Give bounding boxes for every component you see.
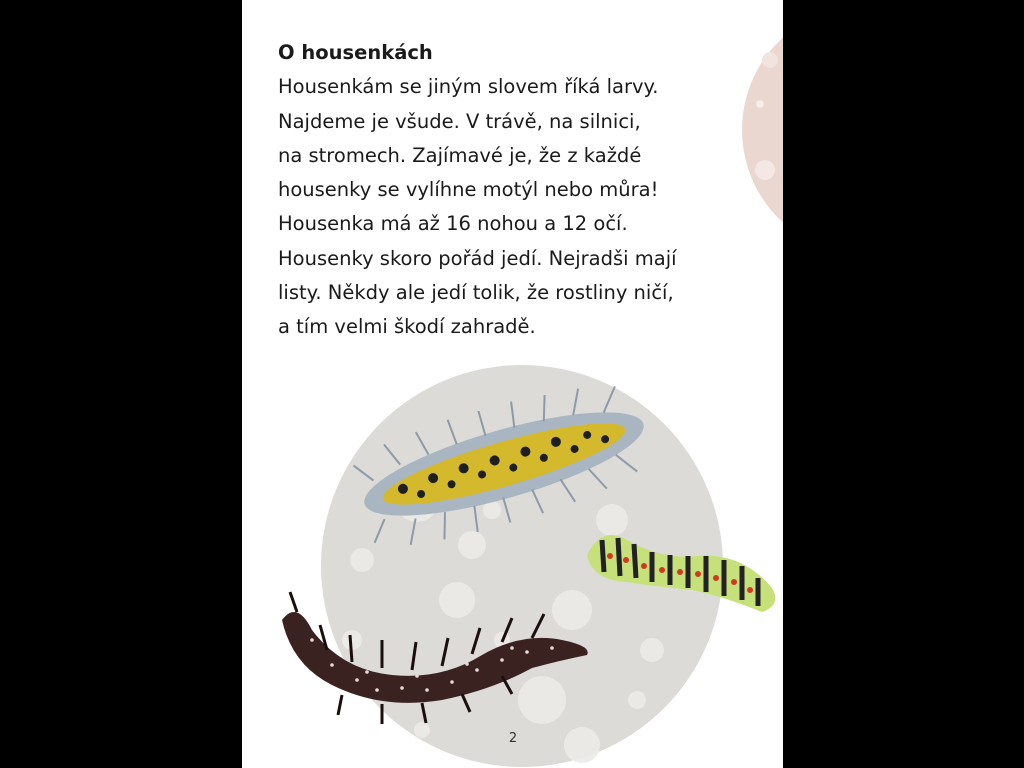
article-line: na stromech. Zajímavé je, že z každé [278,143,642,167]
page-number: 2 [508,731,518,746]
article-line: listy. Někdy ale jedí tolik, že rostliny ničí, [278,281,674,305]
article-line: Najdeme je všude. V trávě, na silnici, [278,109,641,133]
article-line: Housenky skoro pořád jedí. Nejradši mají [278,246,677,270]
article-text [278,36,778,345]
article-line: a tím velmi škodí zahradě. [278,315,536,339]
book-page [242,0,783,768]
article-heading: O housenkách [278,41,433,64]
article-line: housenky se vylíhne motýl nebo můra! [278,178,659,202]
article-line: Housenkám se jiným slovem říká larvy. [278,75,659,99]
article-line: Housenka má až 16 nohou a 12 očí. [278,212,628,236]
